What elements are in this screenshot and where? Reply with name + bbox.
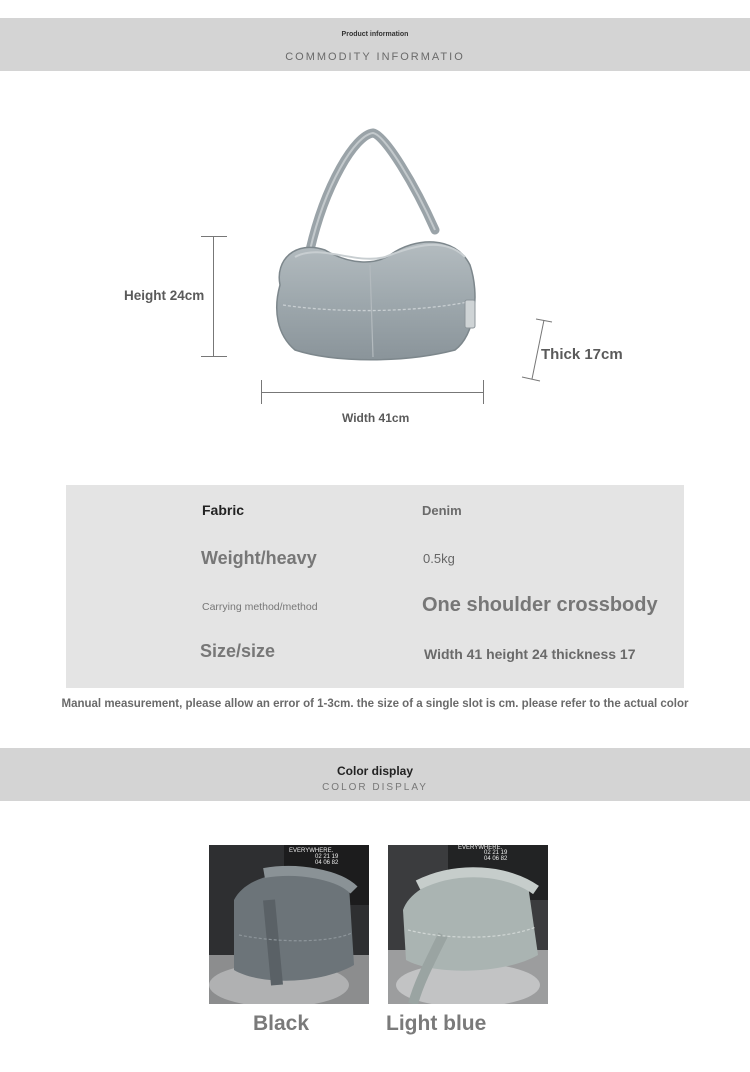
- height-marker-cap-top: [201, 236, 227, 237]
- width-label: Width 41cm: [342, 411, 410, 425]
- light-blue-poster-text: EVERYWHERE.: [458, 845, 503, 851]
- spec-size-value: Width 41 height 24 thickness 17: [424, 646, 636, 662]
- spec-table: [66, 485, 684, 688]
- light-blue-bag-image: [388, 845, 548, 1004]
- width-marker-cap-right: [483, 380, 484, 404]
- header-title: COMMODITY INFORMATIO: [285, 51, 465, 63]
- black-bag-image: [209, 845, 369, 1004]
- header-band: [0, 18, 750, 71]
- header-subtitle: Product information: [341, 31, 409, 38]
- color-display-band: [0, 748, 750, 801]
- black-poster-num2: 04 06 82: [315, 860, 339, 866]
- black-poster-num1: 02 21 19: [315, 854, 339, 860]
- bag-illustration: [265, 125, 490, 365]
- swatch-light-blue-photo[interactable]: [388, 845, 548, 1004]
- swatch-black-label[interactable]: Black: [253, 1012, 310, 1035]
- spec-fabric-label: Fabric: [202, 502, 245, 518]
- light-blue-poster-num1: 02 21 19: [484, 850, 508, 856]
- color-display-title: COLOR DISPLAY: [322, 782, 428, 793]
- width-marker-cap-left: [261, 380, 262, 404]
- height-marker-line: [213, 236, 214, 356]
- swatch-light-blue-label[interactable]: Light blue: [386, 1012, 487, 1035]
- thick-label: Thick 17cm: [541, 346, 623, 363]
- black-poster-text: EVERYWHERE.: [289, 848, 334, 854]
- swatch-black-photo[interactable]: [209, 845, 369, 1004]
- height-marker-cap-bottom: [201, 356, 227, 357]
- measurement-note: Manual measurement, please allow an error of 1-3cm. the size of a single slot is cm. please refer to the actual color: [61, 698, 689, 710]
- spec-weight-value: 0.5kg: [423, 551, 455, 566]
- spec-carry-value: One shoulder crossbody: [422, 594, 658, 616]
- spec-carry-label: Carrying method/method: [202, 601, 318, 613]
- color-display-subtitle: Color display: [336, 764, 413, 778]
- spec-fabric-value: Denim: [422, 503, 462, 518]
- spec-size-label: Size/size: [200, 641, 276, 661]
- light-blue-poster-num2: 04 06 82: [484, 856, 508, 862]
- width-marker-line: [261, 392, 483, 393]
- height-label: Height 24cm: [124, 288, 205, 303]
- spec-weight-label: Weight/heavy: [201, 548, 317, 568]
